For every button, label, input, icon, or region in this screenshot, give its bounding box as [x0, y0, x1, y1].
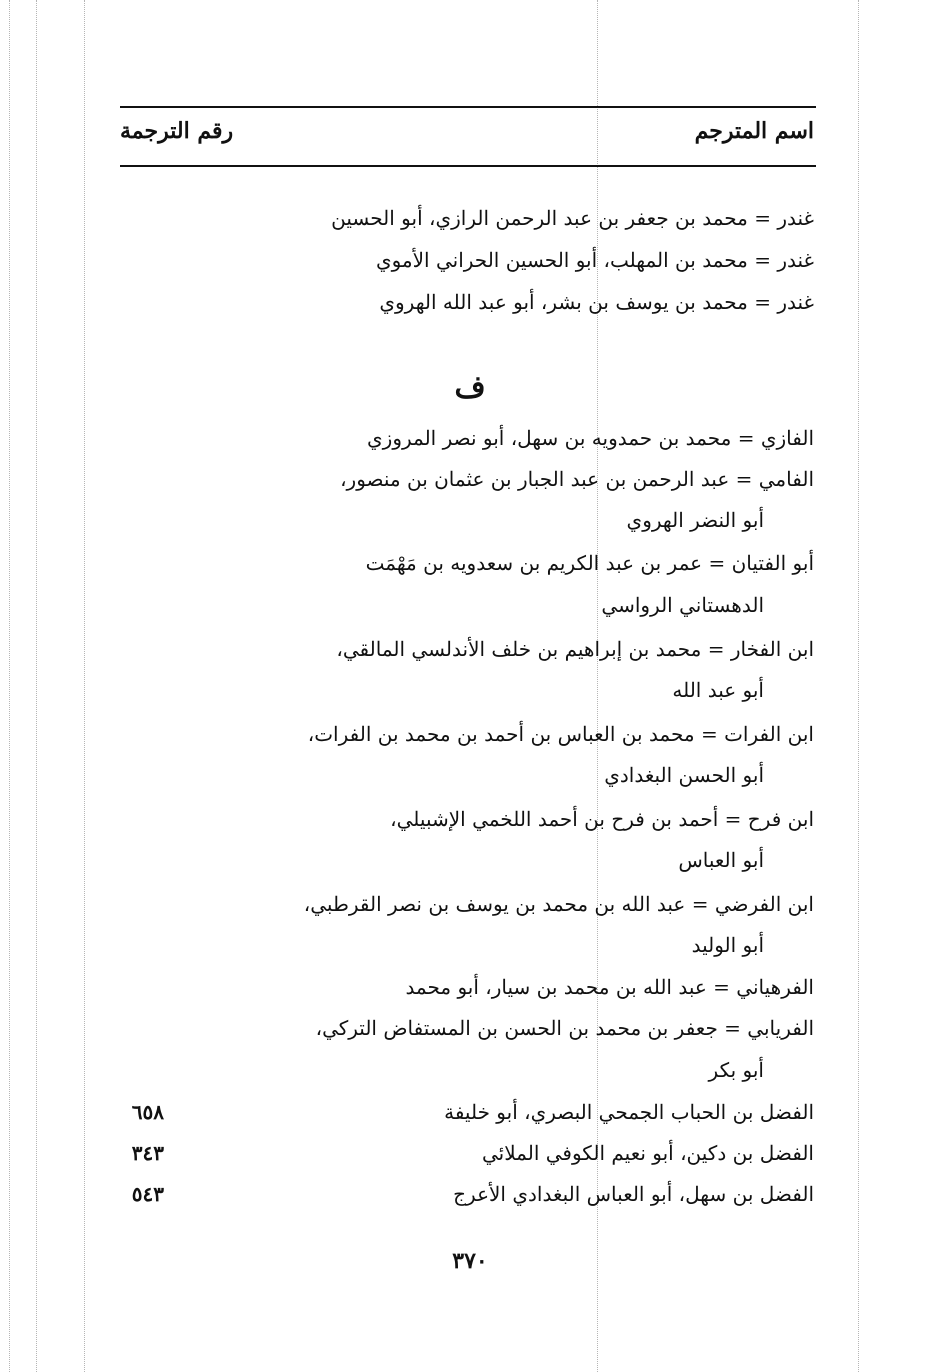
index-entry-continuation: أبو الوليد [691, 933, 764, 957]
scan-dotted-line [36, 0, 37, 1372]
entry-number: ٥٤٣ [131, 1182, 164, 1206]
index-entry: غندر = محمد بن جعفر بن عبد الرحمن الرازي، أبو الحسين [331, 206, 814, 230]
index-entry: الفريابي = جعفر بن محمد بن الحسن بن المستفاض التركي، [315, 1016, 814, 1040]
index-entry: غندر = محمد بن المهلب، أبو الحسين الحراني الأموي [375, 248, 814, 272]
entry-number: ٣٤٣ [131, 1141, 164, 1165]
entry-number-column-header: رقم الترجمة [120, 118, 234, 144]
page-number: ٣٧٠ [452, 1248, 488, 1274]
index-entry-continuation: أبو بكر [708, 1058, 764, 1082]
index-entry: ابن الفرات = محمد بن العباس بن أحمد بن محمد بن الفرات، [307, 722, 814, 746]
translated-name-column-header: اسم المترجم [694, 118, 814, 144]
index-entry: أبو الفتيان = عمر بن عبد الكريم بن سعدويه بن مَهْمَت [365, 551, 814, 575]
index-entry: الفضل بن الحباب الجمحي البصري، أبو خليفة [444, 1100, 814, 1124]
scan-dotted-line [9, 0, 10, 1372]
scan-dotted-line [84, 0, 85, 1372]
index-entry-continuation: أبو النضر الهروي [626, 508, 764, 532]
scan-dotted-line [858, 0, 859, 1372]
entry-number: ٦٥٨ [131, 1100, 164, 1124]
index-entry: الفامي = عبد الرحمن بن عبد الجبار بن عثمان بن منصور، [340, 467, 814, 491]
index-entry: الفازي = محمد بن حمدويه بن سهل، أبو نصر المروزي [367, 426, 814, 450]
index-entry-continuation: أبو عبد الله [672, 678, 764, 702]
index-entry: ابن فرح = أحمد بن فرح بن أحمد اللخمي الإشبيلي، [390, 807, 814, 831]
index-entry: الفضل بن سهل، أبو العباس البغدادي الأعرج [453, 1182, 814, 1206]
index-entry: غندر = محمد بن يوسف بن بشر، أبو عبد الله الهروي [379, 290, 814, 314]
index-entry: ابن الفرضي = عبد الله بن محمد بن يوسف بن نصر القرطبي، [303, 892, 814, 916]
index-entry-continuation: أبو العباس [678, 848, 764, 872]
index-entry-continuation: أبو الحسن البغدادي [604, 763, 764, 787]
index-entry-continuation: الدهستاني الرواسي [601, 593, 764, 617]
index-entry: الفرهياني = عبد الله بن محمد بن سيار، أبو محمد [405, 975, 814, 999]
index-entry: الفضل بن دكين، أبو نعيم الكوفي الملائي [482, 1141, 814, 1165]
header-bottom-rule [120, 165, 816, 167]
header-top-rule [120, 106, 816, 108]
index-entry: ابن الفخار = محمد بن إبراهيم بن خلف الأندلسي المالقي، [336, 637, 814, 661]
section-letter-heading: ف [454, 370, 486, 405]
